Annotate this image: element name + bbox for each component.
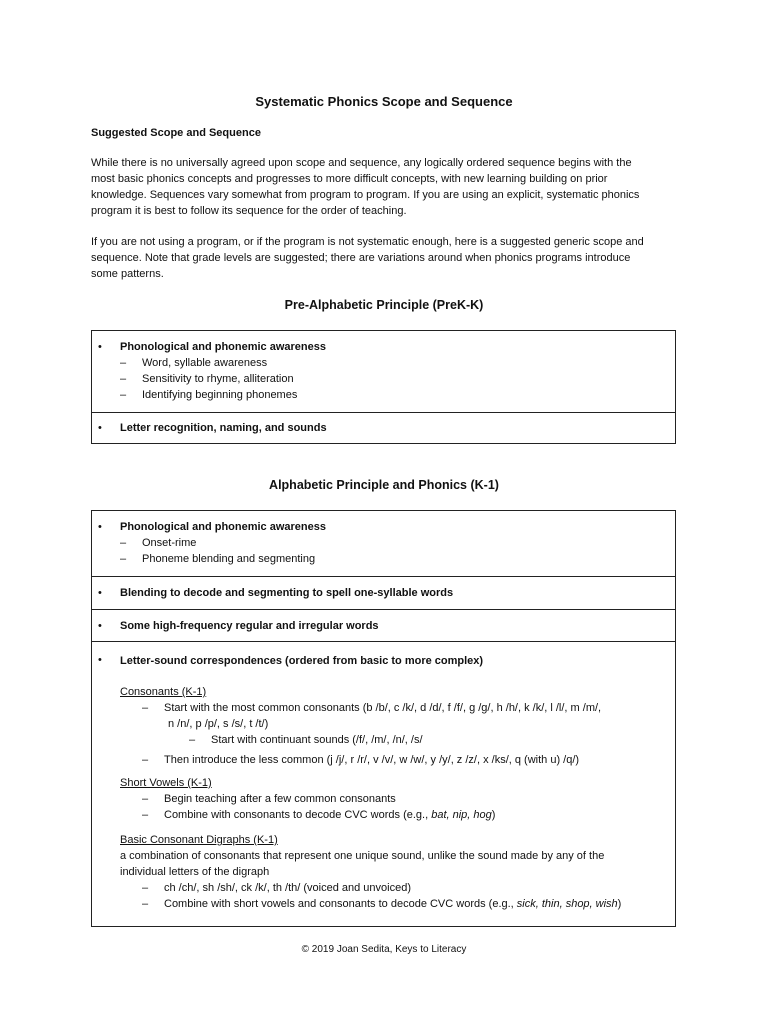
paragraph-line: most basic phonics concepts and progresses to more difficult concepts, with new learning building on prior [91,173,608,185]
dash-icon: – [142,754,149,766]
example-words: bat, nip, hog [431,809,492,821]
list-item-text: Word, syllable awareness [142,357,268,369]
table-cell [92,511,675,576]
page-title: Systematic Phonics Scope and Sequence [255,94,513,109]
section-title-pre-alphabetic: Pre-Alphabetic Principle (PreK-K) [284,298,484,312]
table-cell [92,641,675,926]
digraph-description: a combination of consonants that represent one unique sound, unlike the sound made by any of the [120,850,605,862]
paragraph-line: sequence. Note that grade levels are suggested; there are variations around when phonics programs introduce [91,252,631,264]
list-item-text: Then introduce the less common (j /j/, r /r/, v /v/, w /w/, y /y/, z /z/, x /ks/, q (with u) /q/) [164,754,580,766]
text-fragment: ) [617,898,622,910]
section-subheading: Suggested Scope and Sequence [91,127,261,139]
list-item-text [164,896,621,912]
dash-icon: – [142,793,149,805]
cell-heading: Some high-frequency regular and irregular words [120,620,379,632]
copyright-footer: © 2019 Joan Sedita, Keys to Literacy [301,944,467,955]
list-item-text: Start with the most common consonants (b /b/, c /k/, d /d/, f /f/, g /g/, h /h/, k /k/, l /l/, m /m/, [164,702,602,714]
bullet-icon: • [98,654,102,666]
cell-heading: Phonological and phonemic awareness [120,521,326,533]
list-item-text: Begin teaching after a few common consonants [164,793,396,805]
bullet-icon: • [98,620,102,632]
list-item-text: Onset-rime [142,537,197,549]
dash-icon: – [120,553,127,565]
list-item-text: Identifying beginning phonemes [142,389,298,401]
cell-heading: Letter recognition, naming, and sounds [120,422,327,434]
dash-icon: – [120,357,127,369]
bullet-icon: • [98,341,102,353]
bullet-icon: • [98,587,102,599]
bullet-icon: • [98,422,102,434]
list-item-text: ch /ch/, sh /sh/, ck /k/, th /th/ (voiced and unvoiced) [164,882,412,894]
bullet-icon: • [98,521,102,533]
list-item-continuation: n /n/, p /p/, s /s/, t /t/) [168,718,269,730]
table-cell [92,331,675,412]
subsection-label-consonants: Consonants (K-1) [120,686,207,698]
table-cell [92,576,675,609]
cell-heading: Letter-sound correspondences (ordered from basic to more complex) [120,655,484,667]
paragraph-line: knowledge. Sequences vary somewhat from program to program. If you are using an explicit, systematic phonics [91,189,640,201]
text-fragment: Combine with short vowels and consonants to decode CVC words (e.g., [164,898,517,910]
dash-icon: – [120,373,127,385]
paragraph-line: While there is no universally agreed upon scope and sequence, any logically ordered sequence begins with the [91,157,632,169]
intro-paragraph-2 [91,234,681,282]
example-words: sick, thin, shop, wish [516,898,618,910]
dash-icon: – [142,882,149,894]
text-fragment: Combine with consonants to decode CVC words (e.g., [164,809,432,821]
table-cell [92,412,675,443]
section-title-alphabetic-principle: Alphabetic Principle and Phonics (K-1) [269,478,499,492]
table-cell [92,609,675,641]
dash-icon: – [120,389,127,401]
digraph-description: individual letters of the digraph [120,866,270,878]
subsection-label-digraphs: Basic Consonant Digraphs (K-1) [120,834,278,846]
list-item-text [164,807,495,823]
paragraph-line: If you are not using a program, or if the program is not systematic enough, here is a suggested generic scope and [91,236,644,248]
text-fragment: ) [491,809,496,821]
dash-icon: – [142,702,149,714]
pre-alphabetic-table [91,330,676,444]
list-item-text: Phoneme blending and segmenting [142,553,316,565]
list-item-text: Sensitivity to rhyme, alliteration [142,373,294,385]
paragraph-line: program it is best to follow its sequence for the order of teaching. [91,205,407,217]
alphabetic-principle-table [91,510,676,927]
dash-icon: – [142,898,149,910]
intro-paragraph-1 [91,155,681,219]
cell-heading: Blending to decode and segmenting to spell one-syllable words [120,587,454,599]
dash-icon: – [189,734,196,746]
subsection-label-short-vowels: Short Vowels (K-1) [120,777,212,789]
paragraph-line: some patterns. [91,268,164,280]
cell-heading: Phonological and phonemic awareness [120,341,326,353]
dash-icon: – [120,537,127,549]
dash-icon: – [142,809,149,821]
list-item-text: Start with continuant sounds (/f/, /m/, /n/, /s/ [211,734,423,746]
